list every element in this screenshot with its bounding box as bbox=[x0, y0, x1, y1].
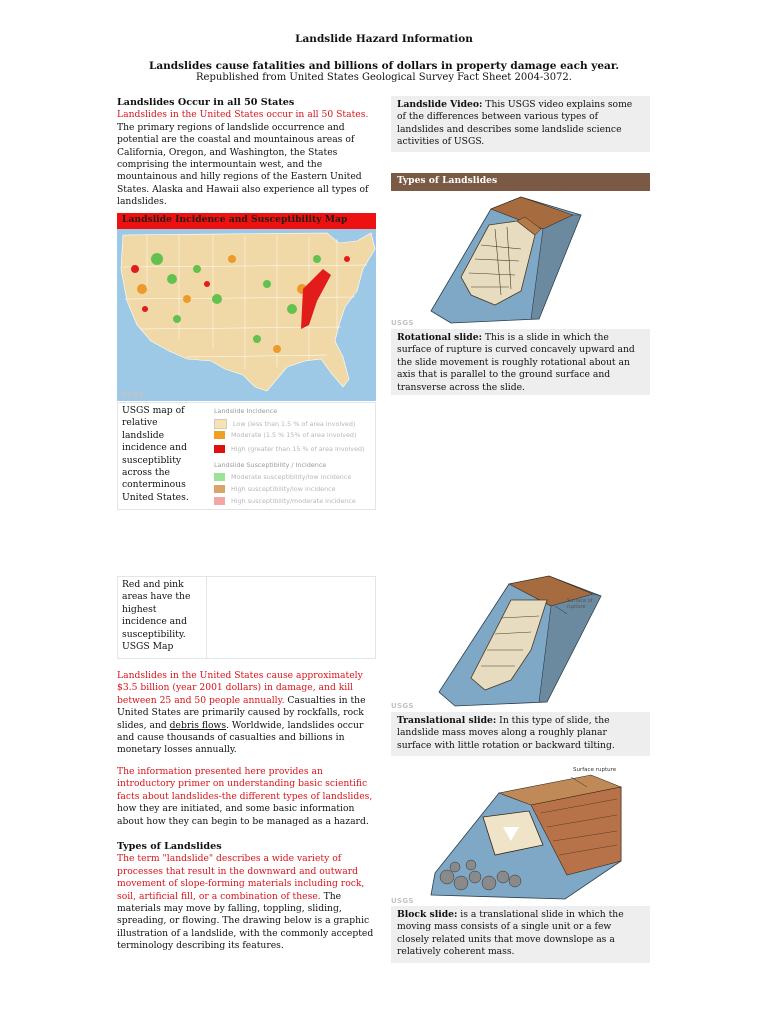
block-text: is a translational slide in which the moving mass consists of a single unit or a few closely related units that move downslope as a relatively coherent mass. bbox=[397, 909, 624, 958]
block-annotation: Surface rupture bbox=[573, 767, 617, 773]
translational-usgs-label: USGS bbox=[391, 702, 414, 710]
primer-paragraph bbox=[117, 766, 379, 828]
translational-diagram bbox=[391, 574, 650, 710]
legend-item-label: High susceptibility/moderate incidence bbox=[231, 497, 356, 505]
legend-item-label: High (greater than 15 % of area involved) bbox=[231, 445, 365, 453]
note-table bbox=[117, 576, 376, 659]
primer-red-text: The information presented here provides an introductory primer on understanding basic scientific facts about landslides-the different types of landslides, bbox=[117, 766, 373, 802]
legend-item-label: Low (less than 1.5 % of area involved) bbox=[233, 420, 356, 428]
rotational-slide-illustration bbox=[391, 195, 650, 327]
occur-body: The primary regions of landslide occurrence and potential are the coastal and mountainous areas of California, Oregon, and Washington, the States comprising the intermountain west, and the mountainous and hilly regions of the Eastern United States. Alaska and Hawaii also experience all types of landslides. bbox=[117, 121, 369, 208]
rotational-text: This is a slide in which the surface of rupture is curved concavely upward and the slide movement is roughly rotational about an axis that is parallel to the ground surface and transverse across the slide. bbox=[397, 332, 635, 393]
source-note: Republished from United States Geological Survey Fact Sheet 2004-3072. bbox=[196, 72, 572, 83]
occur-heading: Landslides Occur in all 50 States bbox=[117, 97, 295, 108]
types-red-text: The term "landslide" describes a wide variety of processes that result in the downward and outward movement of slope-forming materials including rock, soil, artificial fill, or a combination of these. bbox=[117, 853, 365, 902]
note-divider bbox=[206, 577, 207, 658]
legend-item bbox=[214, 419, 355, 429]
primer-body-text: how they are initiated, and some basic information about how they can begin to be managed as a hazard. bbox=[117, 803, 369, 827]
block-label: Block slide: bbox=[397, 909, 458, 920]
rotational-box bbox=[391, 329, 650, 395]
translational-label: Translational slide: bbox=[397, 715, 497, 726]
translational-slide-illustration bbox=[391, 574, 650, 710]
types-body-text: The materials may move by falling, toppling, sliding, spreading, or flowing. The drawing below is a graphic illustration of a landslide, with the commonly accepted terminology describing its features. bbox=[117, 890, 374, 952]
legend-item bbox=[214, 445, 365, 453]
map-caption: USGS map of relative landslide incidence and susceptiblity across the conterminous United States. bbox=[122, 405, 189, 503]
damage-red-text: Landslides in the United States cause approximately $3.5 billion (year 2001 dollars) in damage, and kill between 25 and 50 people annually. bbox=[117, 670, 363, 706]
translational-annotation: Surface of rupture bbox=[567, 598, 593, 610]
map-legend-box bbox=[117, 402, 376, 510]
map-usgs-label: USGS bbox=[121, 391, 144, 399]
occur-section bbox=[117, 97, 379, 209]
damage-paragraph bbox=[117, 670, 379, 757]
legend-item bbox=[214, 485, 336, 493]
video-box bbox=[391, 96, 650, 152]
legend-item bbox=[214, 431, 356, 439]
legend-susceptibility-title: Landslide Susceptibility / Incidence bbox=[214, 461, 327, 469]
note-text: Red and pink areas have the highest incidence and susceptibility. USGS Map bbox=[122, 579, 191, 653]
rotational-label: Rotational slide: bbox=[397, 332, 482, 343]
legend-item bbox=[214, 497, 356, 505]
occur-lead: Landslides in the United States occur in all 50 States. bbox=[117, 109, 369, 121]
map-header: Landslide Incidence and Susceptibility Map bbox=[117, 213, 376, 229]
rotational-usgs-label: USGS bbox=[391, 319, 414, 327]
landslide-map bbox=[117, 229, 376, 401]
legend-item-label: Moderate (1.5 % 15% of area involved) bbox=[231, 431, 357, 439]
block-box bbox=[391, 906, 650, 963]
page-title: Landslide Hazard Information bbox=[295, 33, 473, 45]
translational-box bbox=[391, 712, 650, 756]
rotational-diagram bbox=[391, 195, 650, 327]
legend-item-label: High susceptibility/low incidence bbox=[231, 485, 336, 493]
damage-body-text: Casualties in the United States are primarily caused by rockfalls, rock slides, and bbox=[117, 694, 366, 731]
legend-incidence-title: Landslide Incidence bbox=[214, 407, 278, 415]
damage-body-text-2: . Worldwide, landslides occur and cause thousands of casualties and billions in monetary losses annually. bbox=[117, 719, 364, 756]
translational-text: In this type of slide, the landslide mass moves along a roughly planar surface with little rotation or backward tilting. bbox=[397, 715, 615, 751]
block-usgs-label: USGS bbox=[391, 897, 414, 905]
debris-flows-link[interactable]: debris flows bbox=[169, 719, 227, 731]
block-diagram bbox=[391, 765, 650, 905]
types-section bbox=[117, 841, 379, 953]
legend-item-label: Moderate susceptibility/low incidence bbox=[231, 473, 352, 481]
legend-item bbox=[214, 473, 351, 481]
video-label[interactable]: Landslide Video: bbox=[397, 99, 483, 110]
block-slide-illustration bbox=[391, 765, 650, 905]
types-heading: Types of Landslides bbox=[117, 841, 222, 852]
types-bar: Types of Landslides bbox=[391, 173, 650, 191]
map-legend bbox=[214, 407, 374, 507]
video-text: This USGS video explains some of the differences between various types of landslides and describes some landslide science activities of USGS. bbox=[397, 99, 633, 148]
us-map-graphic bbox=[117, 229, 376, 401]
page-subtitle: Landslides cause fatalities and billions of dollars in property damage each year. bbox=[148, 60, 620, 72]
